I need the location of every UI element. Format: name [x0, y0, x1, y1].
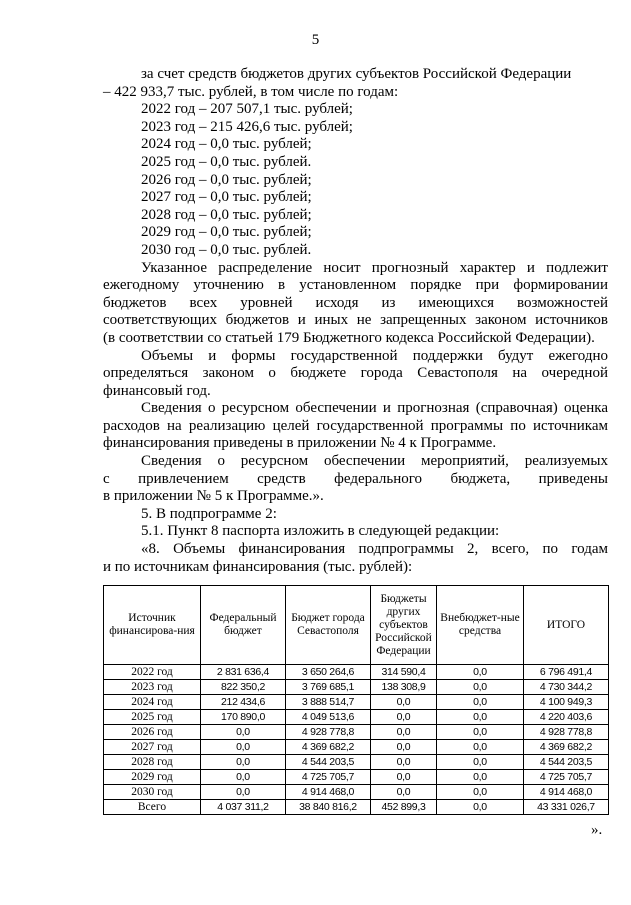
header-other-subjects: Бюджеты других субъектов Российской Федерации	[371, 586, 437, 665]
table-cell: 170 890,0	[201, 710, 286, 725]
table-cell: 4 220 403,6	[524, 710, 609, 725]
text-line: бюджетов всех уровней исходя из имеющихся возможностей	[103, 294, 608, 311]
table-header-row	[104, 586, 609, 665]
table-row	[104, 725, 609, 740]
table-cell: 4 544 203,5	[286, 755, 371, 770]
financing-table	[103, 585, 609, 815]
row-label: 2022 год	[104, 665, 201, 680]
text-line: 5. В подпрограмме 2:	[141, 505, 277, 522]
year-list	[103, 101, 608, 259]
table-cell: 0,0	[371, 785, 437, 800]
table-cell: 0,0	[201, 725, 286, 740]
table-cell: 4 725 705,7	[524, 770, 609, 785]
year-line: 2028 год – 0,0 тыс. рублей;	[141, 206, 312, 223]
table-cell: 4 730 344,2	[524, 680, 609, 695]
table-cell: 4 914 468,0	[524, 785, 609, 800]
text-line: расходов на реализацию целей государственной программы по источникам	[103, 417, 608, 434]
table-cell: 0,0	[371, 710, 437, 725]
table-row	[104, 770, 609, 785]
table-cell: 4 100 949,3	[524, 695, 609, 710]
text-line: (в соответствии со статьей 179 Бюджетного кодекса Российской Федерации).	[103, 329, 595, 346]
text-line: и по источникам финансирования (тыс. рублей):	[103, 558, 413, 575]
text-line: в приложении № 5 к Программе.».	[103, 488, 324, 505]
text-line: финансовый год.	[103, 382, 211, 399]
table-row	[104, 680, 609, 695]
table-cell: 0,0	[371, 755, 437, 770]
year-line: 2026 год – 0,0 тыс. рублей;	[141, 171, 312, 188]
text-line: определяться законом о бюджете города Севастополя на очередной	[103, 365, 608, 382]
table-cell: 0,0	[437, 785, 524, 800]
table-cell: 0,0	[437, 695, 524, 710]
text-line: Сведения о ресурсном обеспечении и прогнозная (справочная) оценка	[141, 400, 608, 417]
table-cell: 0,0	[371, 695, 437, 710]
header-federal: Федеральный бюджет	[201, 586, 286, 665]
table-cell: 212 434,6	[201, 695, 286, 710]
table-row	[104, 710, 609, 725]
table-cell: 0,0	[437, 755, 524, 770]
row-label: 2030 год	[104, 785, 201, 800]
header-extrabudgetary: Внебюджет-ные средства	[437, 586, 524, 665]
table-cell: 0,0	[437, 725, 524, 740]
page-number: 5	[311, 32, 320, 48]
header-sevastopol: Бюджет города Севастополя	[286, 586, 371, 665]
table-cell: 3 769 685,1	[286, 680, 371, 695]
table-cell: 0,0	[201, 770, 286, 785]
text-line: ежегодному уточнению в установленном порядке при формировании	[103, 277, 608, 294]
year-line: 2027 год – 0,0 тыс. рублей;	[141, 189, 312, 206]
paragraph-forecast	[103, 260, 608, 348]
row-label: 2029 год	[104, 770, 201, 785]
closing-quote-mark: ».	[591, 822, 603, 838]
text-line: «8. Объемы финансирования подпрограммы 2, всего, по годам	[141, 541, 608, 558]
text-line: соответствующих бюджетов и иных не запрещенных законом источников	[103, 312, 608, 329]
table-cell: 0,0	[201, 785, 286, 800]
table-cell: 6 796 491,4	[524, 665, 609, 680]
text-line: финансирования приведены в приложении № 4 к Программе.	[103, 435, 497, 452]
text-line: Сведения о ресурсном обеспечении мероприятий, реализуемых	[141, 453, 608, 470]
table-cell: 2 831 636,4	[201, 665, 286, 680]
paragraph-support	[103, 348, 608, 401]
row-label: 2024 год	[104, 695, 201, 710]
text-line: 5.1. Пункт 8 паспорта изложить в следующей редакции:	[141, 523, 500, 540]
table-cell: 3 888 514,7	[286, 695, 371, 710]
table-row	[104, 740, 609, 755]
table-cell: 0,0	[201, 755, 286, 770]
table-cell: 0,0	[437, 800, 524, 815]
table-cell: 4 928 778,8	[286, 725, 371, 740]
year-line: 2025 год – 0,0 тыс. рублей.	[141, 153, 312, 170]
table-cell: 4 544 203,5	[524, 755, 609, 770]
year-line: 2024 год – 0,0 тыс. рублей;	[141, 136, 312, 153]
text-line: Указанное распределение носит прогнозный характер и подлежит	[141, 259, 608, 276]
table-cell: 4 037 311,2	[201, 800, 286, 815]
row-label: 2028 год	[104, 755, 201, 770]
row-label: Всего	[104, 800, 201, 815]
table-cell: 43 331 026,7	[524, 800, 609, 815]
row-label: 2025 год	[104, 710, 201, 725]
table-row	[104, 755, 609, 770]
table-cell: 4 369 682,2	[286, 740, 371, 755]
table-total-row	[104, 800, 609, 815]
text-line: за счет средств бюджетов других субъектов Российской Федерации	[141, 66, 572, 82]
table-cell: 4 049 513,6	[286, 710, 371, 725]
text-line: – 422 933,7 тыс. рублей, в том числе по годам:	[103, 83, 399, 100]
table-cell: 0,0	[371, 725, 437, 740]
year-line: 2023 год – 215 426,6 тыс. рублей;	[141, 118, 353, 135]
header-source: Источник финансирова-ния	[104, 586, 201, 665]
text-line: Объемы и формы государственной поддержки будут ежегодно	[141, 347, 608, 364]
table-cell: 4 369 682,2	[524, 740, 609, 755]
year-line: 2029 год – 0,0 тыс. рублей;	[141, 224, 312, 241]
table-cell: 0,0	[201, 740, 286, 755]
year-line: 2030 год – 0,0 тыс. рублей.	[141, 241, 312, 258]
table-cell: 0,0	[437, 665, 524, 680]
table-cell: 452 899,3	[371, 800, 437, 815]
table-cell: 314 590,4	[371, 665, 437, 680]
table-cell: 0,0	[437, 680, 524, 695]
table-cell: 0,0	[371, 770, 437, 785]
table-cell: 4 725 705,7	[286, 770, 371, 785]
table-cell: 3 650 264,6	[286, 665, 371, 680]
row-label: 2023 год	[104, 680, 201, 695]
row-label: 2027 год	[104, 740, 201, 755]
text-line: с привлечением средств федерального бюджета, приведены	[103, 470, 608, 487]
table-cell: 0,0	[371, 740, 437, 755]
row-label: 2026 год	[104, 725, 201, 740]
table-cell: 0,0	[437, 710, 524, 725]
table-row	[104, 665, 609, 680]
table-row	[104, 695, 609, 710]
table-cell: 822 350,2	[201, 680, 286, 695]
table-cell: 38 840 816,2	[286, 800, 371, 815]
table-cell: 4 928 778,8	[524, 725, 609, 740]
table-row	[104, 785, 609, 800]
table-cell: 0,0	[437, 740, 524, 755]
table-cell: 4 914 468,0	[286, 785, 371, 800]
table-cell: 0,0	[437, 770, 524, 785]
header-total: ИТОГО	[524, 586, 609, 665]
paragraph-appendix-5	[103, 453, 608, 506]
table-cell: 138 308,9	[371, 680, 437, 695]
document-body	[103, 66, 608, 576]
paragraph-appendix-4	[103, 400, 608, 453]
year-line: 2022 год – 207 507,1 тыс. рублей;	[141, 101, 353, 118]
